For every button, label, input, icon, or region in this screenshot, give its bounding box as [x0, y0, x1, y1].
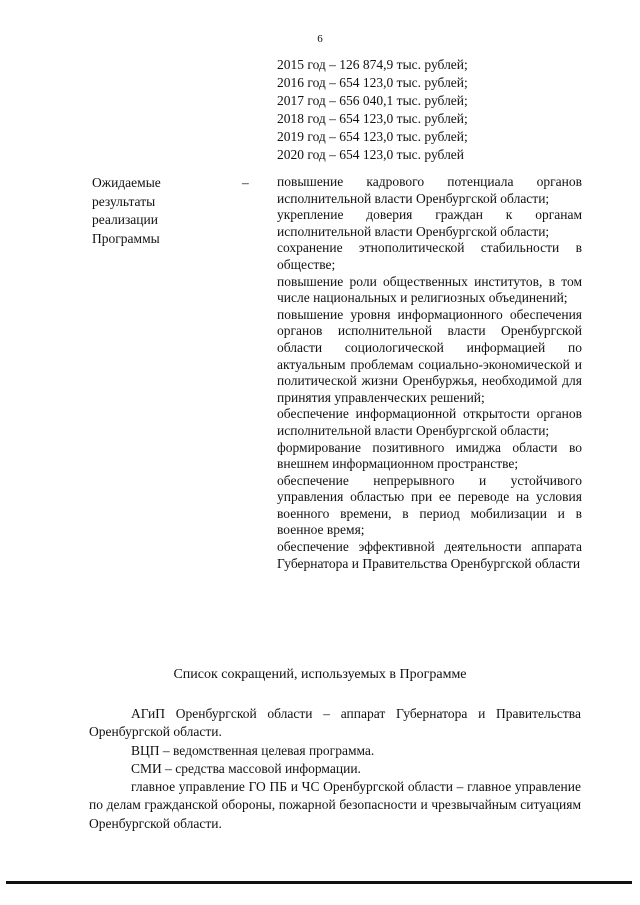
funding-line: 2020 год – 654 123,0 тыс. рублей [277, 147, 465, 162]
abbreviation-item: АГиП Оренбургской области – аппарат Губернатора и Правительства Оренбургской области. [89, 706, 581, 740]
result-item: повышение кадрового потенциала органов исполнительной власти Оренбургской области; [277, 174, 582, 206]
result-item: обеспечение непрерывного и устойчивого управления областью при ее переводе на условия военного времени, в период мобилизации и в военное время; [277, 472, 582, 538]
abbreviations-heading: Список сокращений, используемых в Программе [173, 667, 467, 682]
funding-line: 2017 год – 656 040,1 тыс. рублей; [277, 93, 468, 108]
abbreviation-item: ВЦП – ведомственная целевая программа. [131, 742, 375, 758]
label-line: реализации [92, 212, 158, 227]
label-line: Программы [92, 230, 160, 246]
result-item: сохранение этнополитической стабильности в обществе; [277, 240, 582, 272]
expected-results-label [92, 174, 161, 248]
label-line: Ожидаемые [92, 175, 161, 190]
abbreviation-item: СМИ – средства массовой информации. [131, 760, 361, 776]
result-item: формирование позитивного имиджа области во внешнем информационном пространстве; [277, 439, 582, 472]
result-item: повышение роли общественных институтов, в том числе национальных и религиозных объединений; [277, 273, 582, 306]
abbreviations-list [89, 705, 581, 833]
label-line: результаты [92, 193, 156, 209]
expected-results-list [277, 174, 582, 572]
page-bottom-rule [6, 881, 632, 884]
label-dash: – [242, 175, 249, 190]
page-number: 6 [317, 33, 323, 45]
funding-line: 2016 год – 654 123,0 тыс. рублей; [277, 75, 468, 90]
funding-line: 2015 год – 126 874,9 тыс. рублей; [277, 57, 468, 72]
funding-line: 2019 год – 654 123,0 тыс. рублей; [277, 129, 468, 144]
funding-by-year [277, 56, 468, 164]
abbreviation-item: главное управление ГО ПБ и ЧС Оренбургской области – главное управление по делам гражданской обороны, пожарной безопасности и чрезвычайным ситуациям Оренбургской области. [89, 779, 581, 831]
result-item: обеспечение информационной открытости органов исполнительной власти Оренбургской области; [277, 406, 582, 438]
result-item: обеспечение эффективной деятельности аппарата Губернатора и Правительства Оренбургской области [277, 539, 582, 571]
result-item: укрепление доверия граждан к органам исполнительной власти Оренбургской области; [277, 207, 582, 239]
funding-line: 2018 год – 654 123,0 тыс. рублей; [277, 111, 468, 126]
result-item: повышение уровня информационного обеспечения органов исполнительной власти Оренбургской области социологической информацией по актуальным проблемам социально-экономической и политической жизни Оренбуржья, необходимой для принятия управленческих решений; [277, 306, 582, 405]
